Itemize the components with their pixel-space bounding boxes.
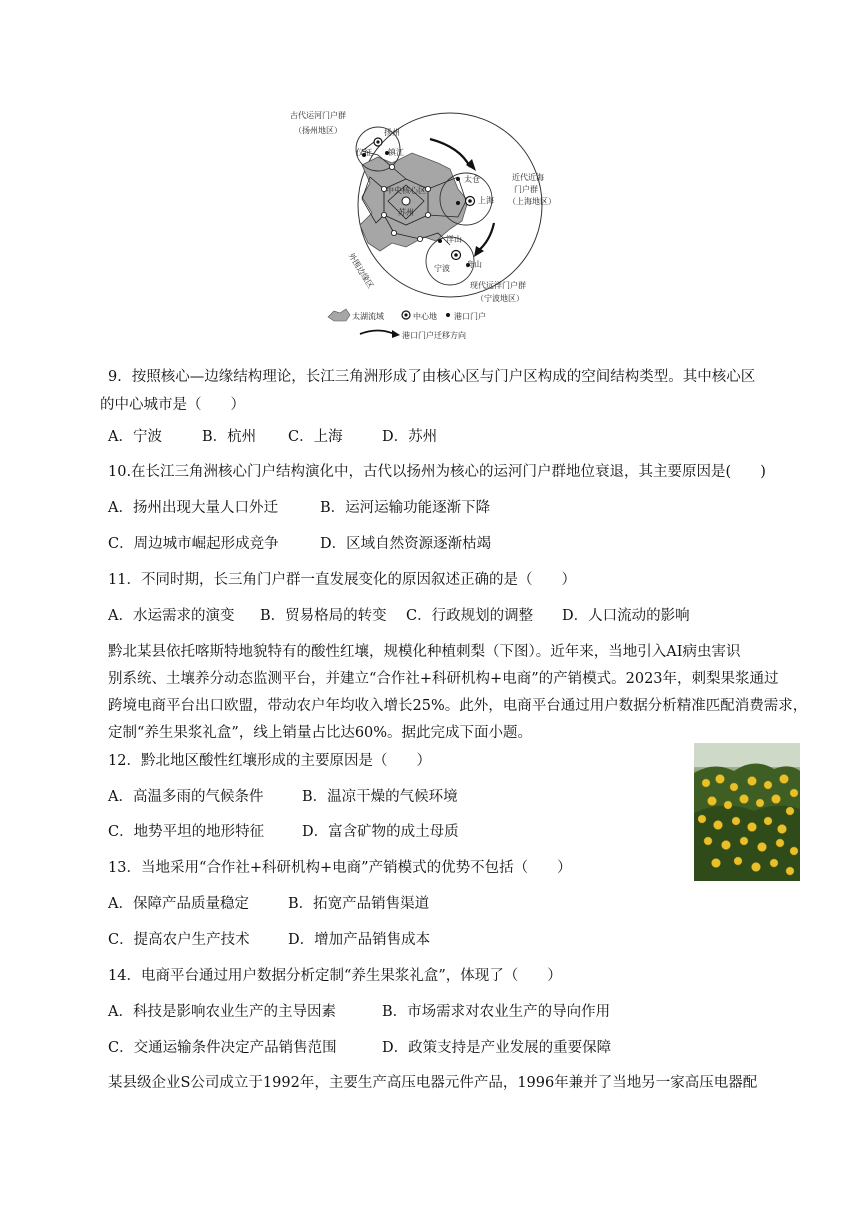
q11-option-d[interactable]: D．人口流动的影响: [562, 608, 690, 624]
q12-stem: 12．黔北地区酸性红壤形成的主要原因是（ ）: [108, 753, 431, 769]
label-yizheng: 仪征: [356, 148, 372, 157]
q13-option-b[interactable]: B．拓宽产品销售渠道: [288, 896, 430, 912]
q9-option-a[interactable]: A．宁波: [108, 429, 162, 445]
label-shanghai: 上海: [478, 196, 494, 205]
q14-option-c[interactable]: C．交通运输条件决定产品销售范围: [108, 1040, 337, 1056]
label-zhoushan: 舟山: [466, 260, 482, 269]
q13-option-d[interactable]: D．增加产品销售成本: [288, 932, 431, 948]
legend-arrow-label: 港口门户迁移方向: [402, 331, 466, 340]
q12-option-a[interactable]: A．高温多雨的气候条件: [108, 789, 264, 805]
migration-arrow-2: [478, 223, 494, 251]
label-modern-near-3: （上海地区）: [508, 197, 556, 206]
q12-options-row-2: [108, 822, 459, 842]
q14-option-b[interactable]: B．市场需求对农业生产的导向作用: [382, 1004, 611, 1020]
label-taicang: 太仓: [464, 175, 480, 184]
q14-stem: 14．电商平台通过用户数据分析定制“养生果浆礼盒”，体现了（ ）: [108, 968, 562, 984]
q12-option-b[interactable]: B．温凉干燥的气候环境: [302, 789, 458, 805]
q13-options-row-2: [108, 930, 430, 950]
label-zhenjiang: 镇江: [388, 148, 404, 157]
label-yangzhou: 扬州: [384, 128, 400, 137]
legend-center-label: 中心地: [413, 312, 437, 321]
q10-option-c[interactable]: C．周边城市崛起形成竞争: [108, 536, 279, 552]
legend-port-icon: [446, 313, 450, 317]
next-passage-line: 某县级企业S公司成立于1992年，主要生产高压电器元件产品，1996年兼并了当地另一家高压电器配: [108, 1075, 758, 1091]
label-yangshan: 洋山: [446, 235, 462, 244]
q9-stem-line-2: 的中心城市是（ ）: [100, 397, 245, 413]
q14-options-row-2: [108, 1038, 611, 1058]
legend-taihu-swatch: [328, 309, 350, 321]
passage-line-4: 定制“养生果浆礼盒”，线上销量占比达60%。据此完成下面小题。: [108, 725, 533, 741]
q10-option-a[interactable]: A．扬州出现大量人口外迁: [108, 500, 278, 516]
q13-options-row-1: [108, 894, 429, 914]
q14-options-row-1: [108, 1002, 610, 1022]
q12-option-d[interactable]: D．富含矿物的成土母质: [302, 824, 459, 840]
label-modern-near-1: 近代近海: [512, 173, 544, 182]
label-periphery: 外围边缘区: [346, 251, 376, 290]
q14-option-d[interactable]: D．政策支持是产业发展的重要保障: [382, 1040, 612, 1056]
yangshan-port-icon: [438, 239, 442, 243]
label-suzhou: 苏州: [398, 208, 414, 217]
label-ancient-area: （扬州地区）: [294, 126, 342, 135]
suzhou-node-icon: [402, 197, 410, 205]
label-modern-ocean-area: （宁波地区）: [476, 294, 524, 303]
q9-option-d[interactable]: D．苏州: [382, 429, 438, 445]
passage-line-2: 别系统、土壤养分动态监测平台，并建立“合作社+科研机构+电商”的产销模式。2023年，刺梨果浆通过: [108, 671, 779, 687]
legend-taihu-label: 太湖流域: [352, 312, 384, 321]
q11-options: [108, 606, 690, 626]
yangtze-delta-gateway-diagram: [290, 105, 600, 345]
label-modern-ocean: 现代远洋门户群: [470, 281, 526, 290]
q13-stem: 13．当地采用“合作社+科研机构+电商”产销模式的优势不包括（ ）: [108, 860, 572, 876]
legend-arrow-icon: [360, 331, 394, 335]
q11-option-b[interactable]: B．贸易格局的转变: [260, 608, 387, 624]
q11-stem: 11．不同时期，长三角门户群一直发展变化的原因叙述正确的是（ ）: [108, 572, 576, 588]
q10-options-row-2: [108, 534, 491, 554]
label-modern-near-2: 门户群: [514, 185, 538, 194]
q9-options: [108, 427, 437, 447]
q12-options-row-1: [108, 787, 458, 807]
q10-stem: 10.在长江三角洲核心门户结构演化中，古代以扬州为核心的运河门户群地位衰退，其主要原因是( ): [108, 464, 766, 480]
q10-option-b[interactable]: B．运河运输功能逐渐下降: [320, 500, 491, 516]
q11-option-c[interactable]: C．行政规划的调整: [406, 608, 534, 624]
q10-options-row-1: [108, 498, 490, 518]
fruit-bush-image: [694, 743, 800, 881]
q13-option-c[interactable]: C．提高农户生产技术: [108, 932, 250, 948]
passage-line-1: 黔北某县依托喀斯特地貌特有的酸性红壤，规模化种植刺梨（下图）。近年来，当地引入AI病虫害识: [108, 644, 741, 660]
label-core-area: 中央核心区: [386, 186, 426, 195]
taicang-port-icon: [456, 177, 460, 181]
q9-option-b[interactable]: B．杭州: [202, 429, 257, 445]
label-ancient-group: 古代运河门户群: [290, 111, 346, 120]
q13-option-a[interactable]: A．保障产品质量稳定: [108, 896, 249, 912]
diagram-svg: [290, 105, 600, 345]
q12-option-c[interactable]: C．地势平坦的地形特征: [108, 824, 265, 840]
q11-option-a[interactable]: A．水运需求的演变: [108, 608, 235, 624]
q10-option-d[interactable]: D．区域自然资源逐渐枯竭: [320, 536, 492, 552]
port-icon: [456, 201, 460, 205]
q14-option-a[interactable]: A．科技是影响农业生产的主导因素: [108, 1004, 336, 1020]
cili-fruit-photo: [694, 743, 800, 881]
label-ningbo: 宁波: [434, 264, 450, 273]
passage-line-3: 跨境电商平台出口欧盟，带动农户年均收入增长25%。此外，电商平台通过用户数据分析精准匹配消费需求，: [108, 698, 808, 714]
legend-port-label: 港口门户: [454, 312, 486, 321]
q9-stem-line-1: 9．按照核心—边缘结构理论，长江三角洲形成了由核心区与门户区构成的空间结构类型。其中核心区: [108, 369, 756, 385]
q9-option-c[interactable]: C．上海: [288, 429, 343, 445]
